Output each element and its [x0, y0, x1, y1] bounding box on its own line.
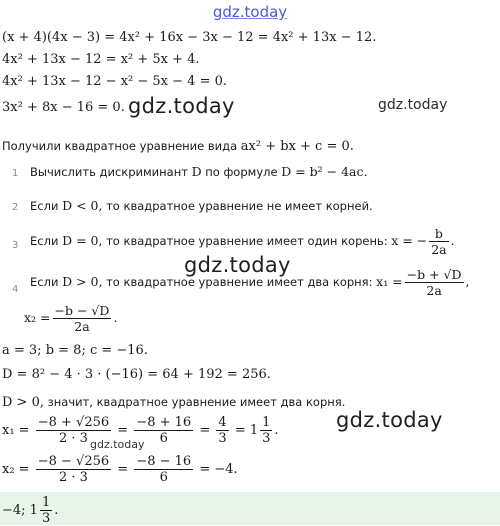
- step-2-cond: D < 0,: [62, 198, 103, 213]
- coefficients-line: a = 3; b = 8; c = −16.: [2, 343, 148, 358]
- step-3-frac-num: b: [434, 226, 443, 241]
- x2-formula: [24, 303, 117, 334]
- d-positive-line: [2, 394, 345, 411]
- step-3-text: Если: [30, 234, 63, 248]
- answer: [2, 495, 58, 526]
- step-4-end: ,: [465, 274, 470, 289]
- step-1-d: D: [191, 164, 202, 179]
- x1-fraction-3: [216, 415, 228, 446]
- answer-text: −4; 1: [2, 503, 38, 518]
- answer-end: .: [54, 503, 59, 518]
- discriminant-line: D = 8² − 4 · 3 · (−16) = 64 + 192 = 256.: [2, 367, 271, 382]
- x2-eq-1: =: [117, 462, 129, 477]
- step-2-number: 2: [12, 202, 19, 213]
- x1-fraction-4: [260, 415, 272, 446]
- x2-formula-num: −b − √D: [54, 303, 110, 318]
- x2-calculation: [2, 454, 238, 485]
- watermark-top[interactable]: gdz.today: [212, 3, 288, 21]
- step-4-fraction: [405, 267, 464, 298]
- step-1-text: Вычислить дискриминант: [30, 165, 192, 179]
- x1-frac-1-den: 2 · 3: [36, 430, 111, 446]
- watermark-4: gdz.today: [336, 408, 443, 432]
- x1-frac-2-den: 6: [134, 430, 193, 446]
- answer-frac-den: 3: [41, 511, 51, 526]
- step-4-cond: D > 0,: [62, 274, 103, 289]
- x2-formula-den: 2a: [53, 318, 112, 334]
- x2-frac-2-den: 6: [134, 469, 193, 485]
- step-4-text: Если: [30, 275, 63, 289]
- answer-frac-num: 1: [41, 495, 51, 510]
- step-4-lhs: x₁ =: [376, 274, 403, 289]
- step-3-lhs: x = −: [391, 233, 428, 248]
- quadratic-form-line: [2, 138, 354, 155]
- step-4-frac-den: 2a: [405, 282, 464, 298]
- d-positive-cond: D > 0,: [2, 395, 44, 410]
- x2-frac-1-den: 2 · 3: [36, 469, 111, 485]
- x1-eq-1: =: [117, 423, 129, 438]
- x1-end: .: [274, 423, 279, 438]
- x2-formula-lhs: x₂ =: [24, 310, 51, 325]
- step-1-mid: по формуле: [201, 165, 282, 179]
- equation-line-4: 3x² + 8x − 16 = 0.: [2, 100, 125, 115]
- step-3-number: 3: [12, 240, 19, 251]
- x1-frac-4-den: 3: [262, 431, 271, 446]
- x1-frac-3-num: 4: [218, 415, 227, 430]
- x1-eq-2: =: [199, 423, 211, 438]
- x1-frac-4-num: 1: [262, 415, 271, 430]
- watermark-2: gdz.today: [378, 97, 448, 113]
- step-1-formula: D = b² − 4ac.: [281, 164, 368, 179]
- quadratic-form-formula: ax² + bx + c = 0.: [240, 139, 354, 154]
- x2-fraction-1: [36, 454, 111, 485]
- step-2: [30, 198, 373, 213]
- step-3-frac-den: 2a: [431, 242, 447, 257]
- answer-fraction: [40, 495, 52, 526]
- step-1-number: 1: [12, 168, 19, 179]
- step-4-number: 4: [12, 284, 19, 295]
- x2-lhs: x₂ =: [2, 462, 30, 477]
- answer-box: [0, 492, 500, 525]
- x2-formula-end: .: [113, 310, 118, 325]
- step-1: [30, 164, 367, 179]
- equation-line-1: (x + 4)(4x − 3) = 4x² + 16x − 3x − 12 = 4x² + 13x − 12.: [2, 30, 377, 45]
- x1-lhs: x₁ =: [2, 423, 30, 438]
- step-4-frac-num: −b + √D: [406, 267, 462, 282]
- step-4: [30, 267, 470, 298]
- quadratic-form-text: Получили квадратное уравнение вида: [2, 139, 241, 153]
- watermark-3: gdz.today: [184, 253, 291, 277]
- x2-fraction-2: [134, 454, 193, 485]
- x1-eq-3: = 1: [234, 423, 259, 438]
- step-2-text: Если: [30, 199, 63, 213]
- step-4-rest: то квадратное уравнение имеет два корня:: [102, 275, 377, 289]
- step-2-rest: то квадратное уравнение не имеет корней.: [102, 199, 373, 213]
- step-3-rest: то квадратное уравнение имеет один корень:: [102, 234, 392, 248]
- x1-frac-3-den: 3: [218, 431, 227, 446]
- d-positive-text: значит, квадратное уравнение имеет два корня.: [43, 395, 346, 409]
- x2-frac-2-num: −8 − 16: [136, 454, 192, 469]
- step-3-fraction: [429, 226, 448, 257]
- x2-result: = −4.: [199, 462, 238, 477]
- watermark-1: gdz.today: [128, 94, 235, 118]
- equation-line-2: 4x² + 13x − 12 = x² + 5x + 4.: [2, 52, 200, 67]
- watermark-5: gdz.today: [90, 438, 145, 451]
- x2-frac-1-num: −8 − √256: [37, 454, 110, 469]
- step-3-end: .: [450, 233, 455, 248]
- step-3-cond: D = 0,: [62, 233, 103, 248]
- x1-frac-1-num: −8 + √256: [37, 415, 110, 430]
- x1-frac-2-num: −8 + 16: [136, 415, 192, 430]
- x2-formula-fraction: [53, 303, 112, 334]
- equation-line-3: 4x² + 13x − 12 − x² − 5x − 4 = 0.: [2, 74, 227, 89]
- step-3: [30, 226, 455, 257]
